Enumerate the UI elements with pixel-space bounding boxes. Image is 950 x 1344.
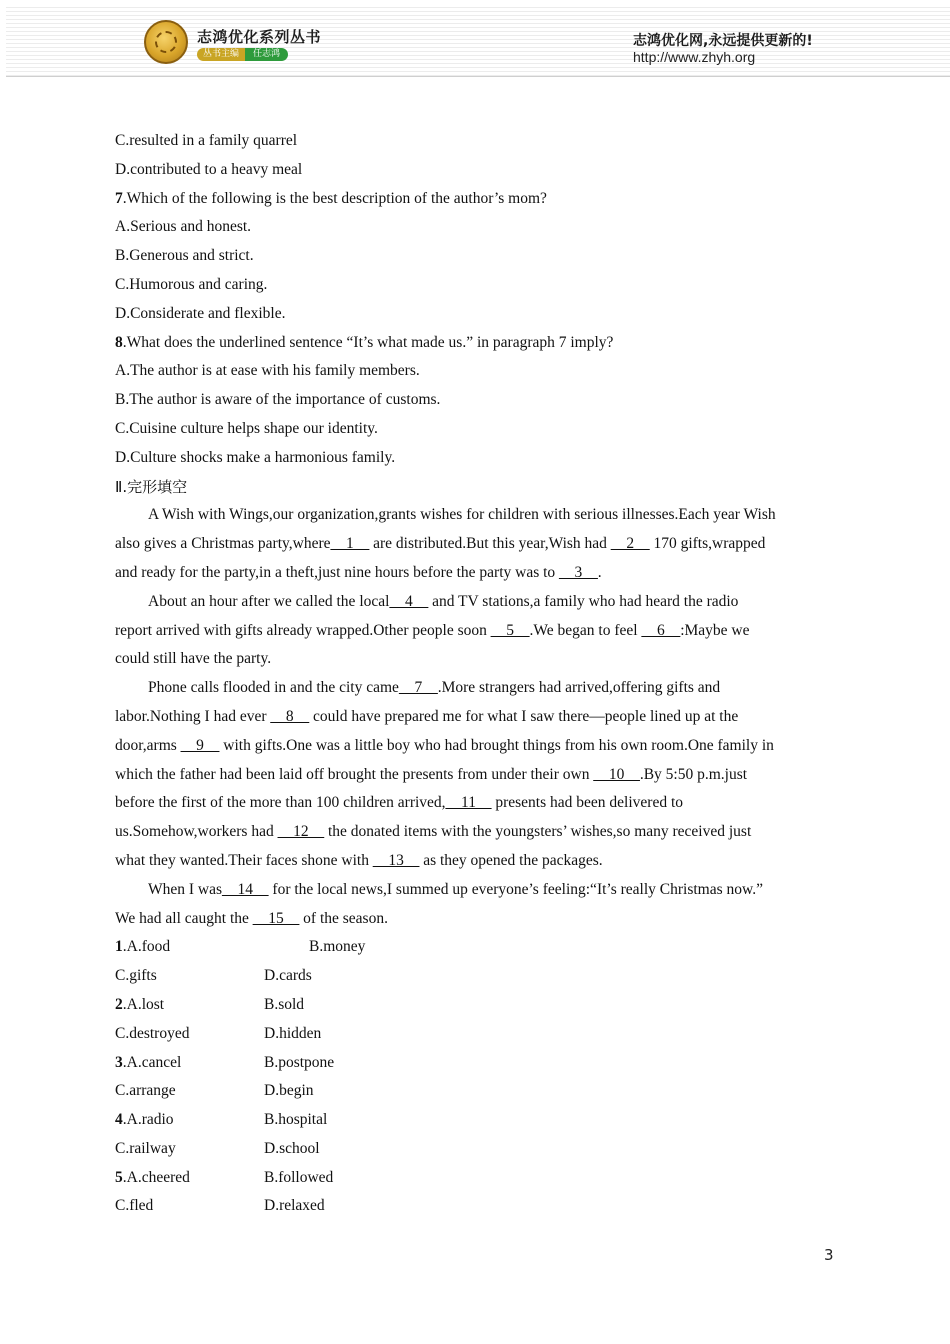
blank-4: __4__: [389, 592, 429, 610]
series-title: 志鸿优化系列丛书: [197, 28, 322, 46]
passage-line: also gives a Christmas party,where__1__ are distributed.But this year,Wish had __2__ 170 gifts,wrapped: [115, 535, 766, 553]
passage-line: us.Somehow,workers had __12__ the donated items with the youngsters’ wishes,so many received just: [115, 823, 752, 841]
option-row: 2.A.lost B.sold: [115, 995, 305, 1013]
option-number: 5: [115, 1168, 123, 1186]
blank-1: __1__: [330, 535, 370, 553]
blank-3: __3__: [559, 563, 598, 581]
passage-line: When I was__14__ for the local news,I summed up everyone’s feeling:“It’s really Christmas now.”: [148, 880, 763, 898]
question-line: C.Humorous and caring.: [115, 275, 268, 293]
blank-15: __15__: [252, 909, 300, 927]
blank-12: __12__: [277, 823, 325, 841]
question-line: B.Generous and strict.: [115, 247, 254, 265]
blank-10: __10__: [593, 765, 640, 783]
passage-line: About an hour after we called the local__4__ and TV stations,a family who had heard the radio: [148, 592, 739, 610]
question-line: C.Cuisine culture helps shape our identity.: [115, 419, 378, 437]
passage-line: and ready for the party,in a theft,just nine hours before the party was to __3__.: [115, 563, 602, 581]
site-slogan: 志鸿优化网,永远提供更新的!: [633, 33, 813, 49]
blank-13: __13__: [372, 851, 420, 869]
passage-line: which the father had been laid off brought the presents from under their own __10__.By 5:50 p.m.just: [115, 765, 748, 783]
passage-line: door,arms __9__ with gifts.One was a little boy who had brought things from his own room.One family in: [115, 736, 774, 754]
question-line: A.The author is at ease with his family members.: [115, 362, 420, 380]
seal-logo-icon: [144, 20, 188, 64]
question-7-stem: 7.Which of the following is the best description of the author’s mom?: [115, 189, 547, 207]
question-line: C.resulted in a family quarrel: [115, 132, 298, 149]
option-row: C.arrange D.begin: [115, 1082, 314, 1100]
option-row: C.destroyed D.hidden: [115, 1024, 322, 1042]
option-number: 3: [115, 1053, 123, 1071]
passage-line: what they wanted.Their faces shone with __13__ as they opened the packages.: [115, 851, 603, 869]
option-row: 5.A.cheered B.followed: [115, 1168, 334, 1186]
question-line: D.contributed to a heavy meal: [115, 160, 303, 178]
blank-14: __14__: [222, 880, 269, 898]
passage-line: We had all caught the __15__ of the season.: [115, 909, 388, 927]
blank-2: __2__: [610, 535, 650, 553]
blank-5: __5__: [490, 621, 530, 639]
passage-line: A Wish with Wings,our organization,grants wishes for children with serious illnesses.Each year Wish: [148, 506, 776, 524]
option-row: C.gifts D.cards: [115, 967, 312, 985]
question-line: B.The author is aware of the importance of customs.: [115, 391, 441, 409]
blank-11: __11__: [445, 794, 492, 812]
question-number: 7: [115, 189, 123, 207]
option-number: 4: [115, 1111, 123, 1129]
blank-6: __6__: [641, 621, 681, 639]
passage-line: Phone calls flooded in and the city came__7__.More strangers had arrived,offering gifts and: [148, 679, 721, 697]
question-8-stem: 8.What does the underlined sentence “It’s what made us.” in paragraph 7 imply?: [115, 333, 614, 351]
option-number: 1: [115, 938, 123, 956]
option-row: 1.A.food B.money: [115, 938, 366, 956]
page-number: 3: [824, 1246, 834, 1264]
blank-8: __8__: [270, 707, 310, 725]
option-row: 4.A.radio B.hospital: [115, 1111, 328, 1129]
editor-name: 任志鸿: [245, 48, 288, 61]
passage-line: before the first of the more than 100 children arrived,__11__ presents had been delivered to: [115, 794, 684, 812]
passage-line: report arrived with gifts already wrapped.Other people soon __5__.We began to feel __6__:Maybe we: [115, 621, 750, 639]
question-line: D.Considerate and flexible.: [115, 304, 286, 322]
passage-line: labor.Nothing I had ever __8__ could have prepared me for what I saw there—people lined up at the: [115, 707, 739, 725]
question-line: A.Serious and honest.: [115, 218, 252, 236]
option-row: C.fled D.relaxed: [115, 1197, 325, 1215]
site-url: http://www.zhyh.org: [633, 49, 756, 65]
option-number: 2: [115, 995, 123, 1013]
option-row: 3.A.cancel B.postpone: [115, 1053, 335, 1071]
page-content: [115, 127, 835, 1221]
question-number: 8: [115, 333, 123, 351]
editor-label: 丛书主编: [197, 48, 245, 61]
blank-7: __7__: [398, 679, 438, 697]
option-row: C.railway D.school: [115, 1139, 320, 1157]
blank-9: __9__: [180, 736, 220, 754]
section-title: Ⅱ.完形填空: [115, 477, 188, 496]
question-line: D.Culture shocks make a harmonious family.: [115, 448, 396, 466]
page-header: [0, 0, 950, 82]
header-divider: [6, 76, 950, 77]
passage-line: could still have the party.: [115, 650, 272, 668]
